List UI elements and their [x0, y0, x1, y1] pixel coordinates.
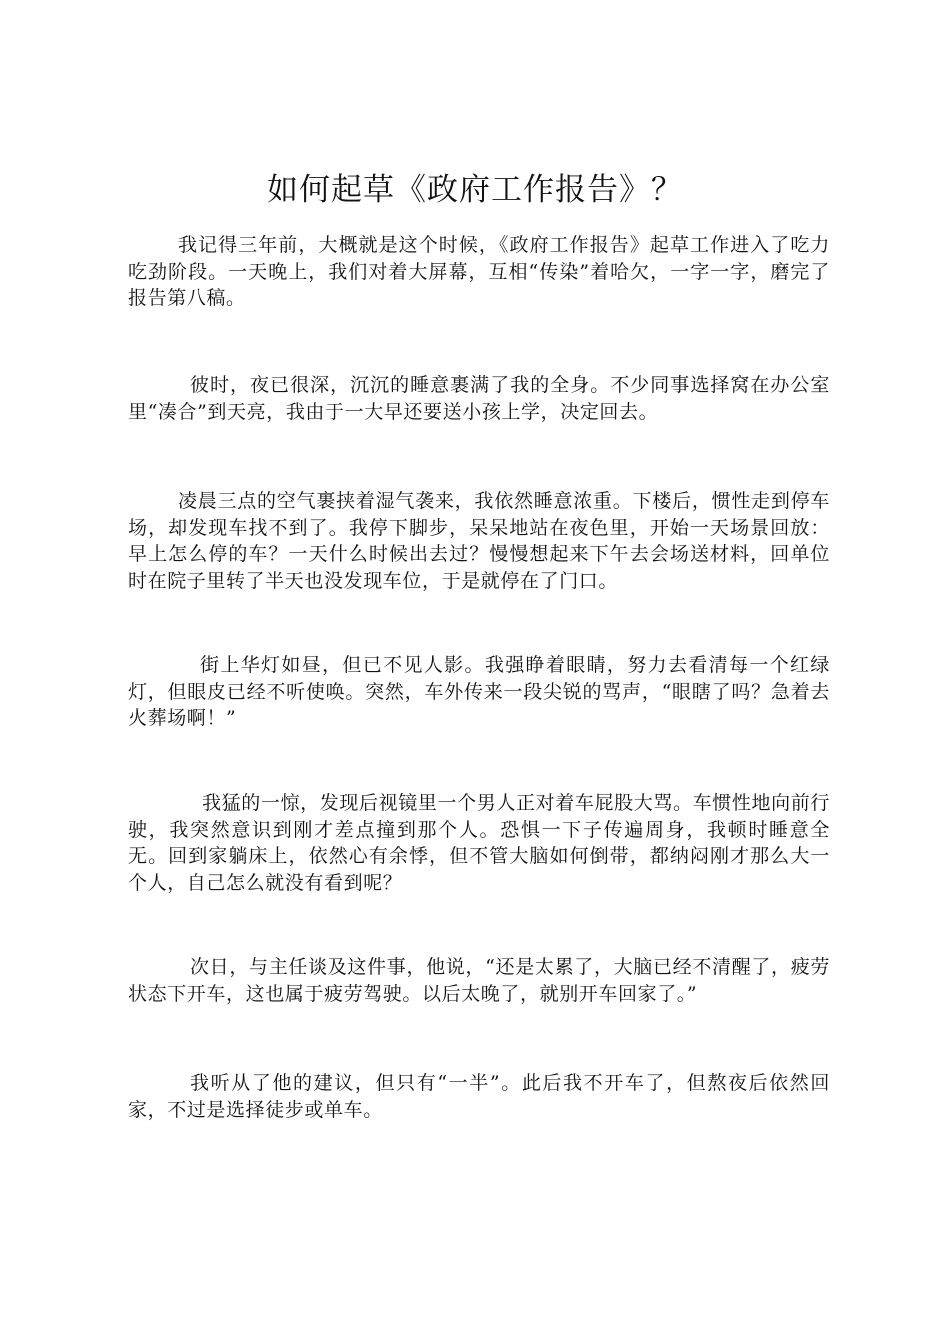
paragraph-5: 我猛的一惊，发现后视镜里一个男人正对着车屁股大骂。车惯性地向前行驶，我突然意识到刚才差点撞到那个人。恐惧一下子传遍周身，我顿时睡意全无。回到家躺床上，依然心有余悸，但不管大脑如何倒带，都纳闷刚才那么大一个人，自己怎么就没有看到呢？: [128, 792, 830, 894]
page-title: 如何起草《政府工作报告》？: [267, 172, 683, 208]
paragraph-1: 我记得三年前，大概就是这个时候，《政府工作报告》起草工作进入了吃力吃劲阶段。一天晚上，我们对着大屏幕，互相“传染”着哈欠，一字一字，磨完了报告第八稿。: [128, 234, 830, 309]
paragraph-7: 我听从了他的建议，但只有“一半”。此后我不开车了，但熬夜后依然回家，不过是选择徒步或单车。: [128, 1072, 830, 1121]
paragraph-6: 次日，与主任谈及这件事，他说，“还是太累了，大脑已经不清醒了，疲劳状态下开车，这也属于疲劳驾驶。以后太晚了，就别开车回家了。”: [128, 956, 830, 1005]
paragraph-3: 凌晨三点的空气裹挟着湿气袭来，我依然睡意浓重。下楼后，惯性走到停车场，却发现车找不到了。我停下脚步，呆呆地站在夜色里，开始一天场景回放：早上怎么停的车？一天什么时候出去过？慢慢想起来下午去会场送材料，回单位时在院子里转了半天也没发现车位，于是就停在了门口。: [128, 490, 830, 592]
paragraph-2: 彼时，夜已很深，沉沉的睡意裹满了我的全身。不少同事选择窝在办公室里“凑合”到天亮，我由于一大早还要送小孩上学，决定回去。: [128, 374, 830, 423]
paragraph-4: 街上华灯如昼，但已不见人影。我强睁着眼睛，努力去看清每一个红绿灯，但眼皮已经不听使唤。突然，车外传来一段尖锐的骂声，“眼瞎了吗？急着去火葬场啊！”: [128, 654, 830, 729]
